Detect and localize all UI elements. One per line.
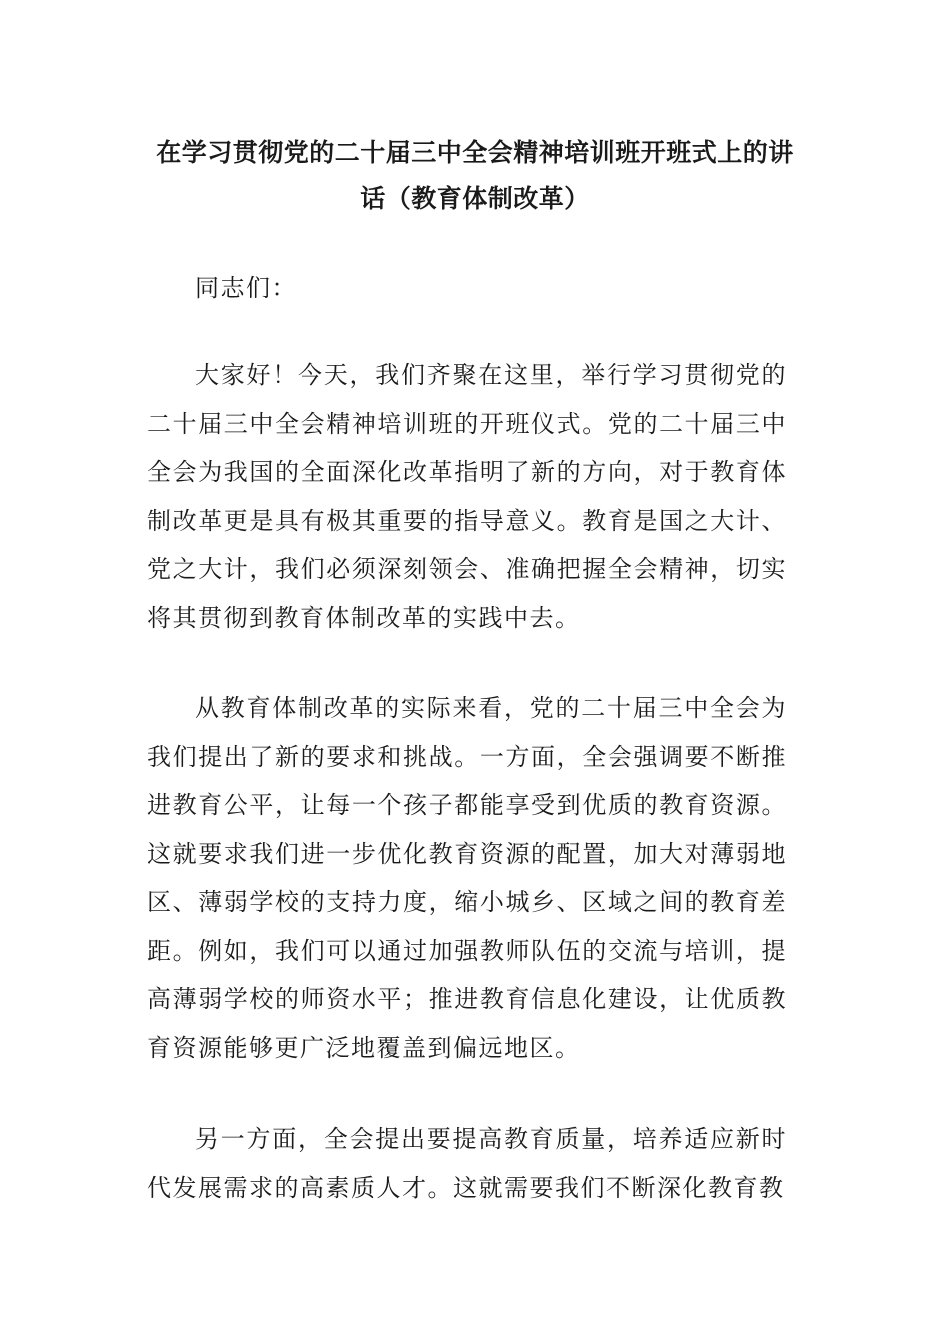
paragraph-1: 大家好！今天，我们齐聚在这里，举行学习贯彻党的二十届三中全会精神培训班的开班仪式。党的二十届三中全会为我国的全面深化改革指明了新的方向，对于教育体制改革更是具有极其重要的指导意义。教育是国之大计、党之大计，我们必须深刻领会、准确把握全会精神，切实将其贯彻到教育体制改革的实践中去。: [147, 361, 787, 632]
document-title: 在学习贯彻党的二十届三中全会精神培训班开班式上的讲话（教育体制改革）: [156, 138, 794, 213]
paragraph-3: 另一方面，全会提出要提高教育质量，培养适应新时代发展需求的高素质人才。这就需要我们不断深化教育教: [147, 1125, 787, 1202]
paragraph-2: 从教育体制改革的实际来看，党的二十届三中全会为我们提出了新的要求和挑战。一方面，全会强调要不断推进教育公平，让每一个孩子都能享受到优质的教育资源。这就要求我们进一步优化教育资源的配置，加大对薄弱地区、薄弱学校的支持力度，缩小城乡、区域之间的教育差距。例如，我们可以通过加强教师队伍的交流与培训，提高薄弱学校的师资水平；推进教育信息化建设，让优质教育资源能够更广泛地覆盖到偏远地区。: [147, 694, 787, 1062]
salutation: 同志们：: [195, 274, 297, 302]
